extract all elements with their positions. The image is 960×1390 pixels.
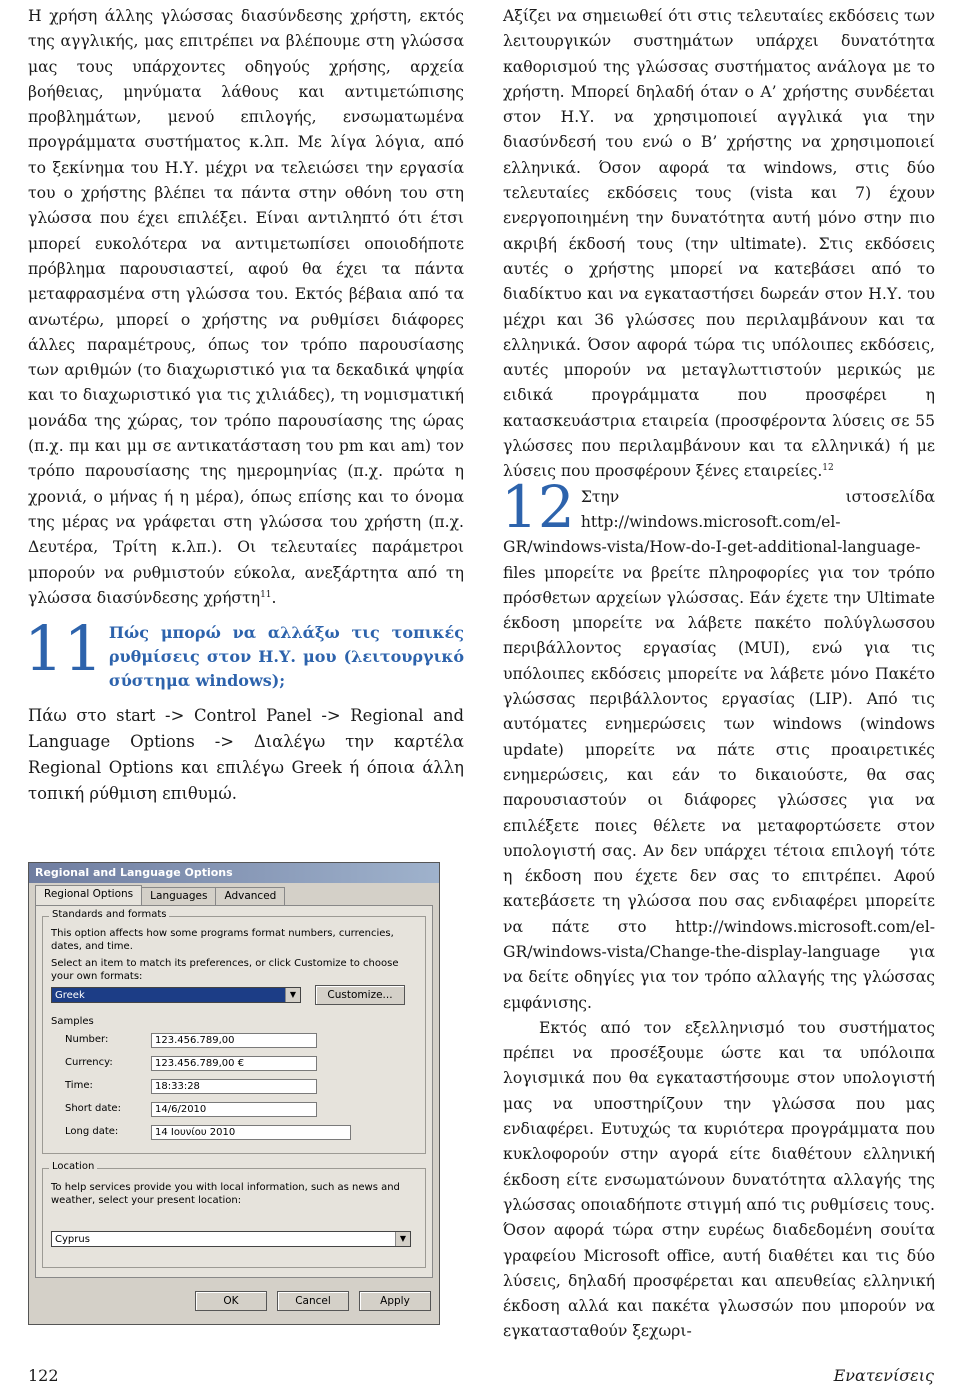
- paragraph: [503, 4, 935, 485]
- magazine-title: Ενατενίσεις: [833, 1366, 934, 1385]
- samples-label: Samples: [51, 1016, 94, 1027]
- paragraph-text: Η χρήση άλλης γλώσσας διασύνδεσης χρήστη, εκτός της αγγλικής, μας επιτρέπει να βλέπουμε στη γλώσσα μας τους υπάρχοντες οδηγούς χρήσης, αρχεία βοήθειας, μηνύματα λάθους και αντιμετώπισης προβλημάτων, μενού επιλογής, ενσωματωμένα προγράμματα συστήματος κ.λπ. Με λίγα λόγια, από το ξεκίνημα του Η.Υ. μέχρι να τελειώσει την εργασία του ο χρήστης βλέπει τα πάντα στην οθόνη του στη γλώσσα που έχει επιλέξει. Είναι αντιληπτό ότι έτσι μπορεί ευκολότερα να αντιμετωπίσει οποιοδήποτε πρόβλημα παρουσιαστεί, αφού θα έχει τα πάντα μεταφρασμένα στη γλώσσα του. Εκτός βέβαια από τα ανωτέρω, μπορεί ο χρήστης να ρυθμίσει διάφορες άλλες παραμέτρους, όπως τον τρόπο παρουσίασης των αριθμών (το διαχωριστικό για τα δεκαδικά ψηφία και το διαχωριστικό για τις χιλιάδες), τη νομισματική μονάδα της χώρας, τον τρόπο παρουσίασης της ώρας (π.χ. πμ και μμ σε αντικατάσταση του pm και am) τον τρόπο παρουσίασης της ημερομηνίας (π.χ. πρώτα η χρονιά, ο μήνας ή η μέρα), όπως επίσης και το όνομα της μέρας να γράφεται στη γλώσσα του χρήστη (π.χ. Δευτέρα, Τρίτη κ.λπ.). Οι τελευταίες παράμετροι μπορούν να ρυθμιστούν εύκολα, ανεξάρτητα από τη γλώσσα διασύνδεσης χρήστη: [28, 7, 464, 607]
- sample-label: Number:: [65, 1034, 109, 1045]
- heading-number: 11: [24, 612, 103, 686]
- heading-text: Πώς μπορώ να αλλάξω τις τοπικές ρυθμίσεις στον Η.Υ. μου (λειτουργικό σύστημα windows);: [108, 623, 464, 691]
- footnote-ref[interactable]: 11: [260, 589, 272, 600]
- sample-time-field: 18:33:28: [151, 1079, 317, 1094]
- standards-group-title: Standards and formats: [49, 909, 169, 920]
- sample-short-date-field: 14/6/2010: [151, 1102, 317, 1117]
- chevron-down-icon[interactable]: ▼: [395, 1232, 410, 1246]
- ok-button[interactable]: OK: [195, 1291, 267, 1311]
- instructions-paragraph: Πάω στο start -> Control Panel -> Regional and Language Options -> Διαλέγω την καρτέλα Regional Options και επιλέγω Greek ή όποια άλλη τοπική ρύθμιση επιθυμώ.: [28, 706, 464, 804]
- tab-regional-options[interactable]: Regional Options: [35, 885, 142, 905]
- paragraph: Εκτός από τον εξελληνισμό του συστήματος πρέπει να προσέξουμε ώστε και τα υπόλοιπα λογισμικά που θα εγκαταστήσουμε στον υπολογιστή μας να υποστηρίζουν την γλώσσα που μας ενδιαφέρει. Ευτυχώς τα κυριότερα προγράμματα που κυκλοφορούν στην αγορά είτε διαθέτουν ελληνική έκδοση είτε ενσωματώνουν δυνατότητα αλλαγής της γλώσσας οποιαδήποτε στιγμή από τις ρυθμίσεις τους. Όσον αφορά τώρα στην ευρέως διαδεδομένη σουίτα γραφείου Microsoft office, αυτή διαθέτει και τις δύο λύσεις, δηλαδή προσφέρεται και απευθείας ελληνική έκδοση αλλά και πακέτα γλωσσών που μπορούν να εγκατασταθούν ξεχωρι-: [503, 1018, 935, 1341]
- sample-number-field: 123.456.789,00: [151, 1033, 317, 1048]
- location-description: To help services provide you with local information, such as news and weather, select your present location:: [51, 1182, 400, 1206]
- location-group: [42, 1161, 426, 1268]
- tab-panel: [35, 905, 433, 1278]
- standards-group: [42, 909, 426, 1154]
- location-dropdown[interactable]: [51, 1231, 411, 1247]
- left-column: [24, 4, 464, 807]
- apply-button[interactable]: Apply: [359, 1291, 431, 1311]
- sample-label: Short date:: [65, 1103, 121, 1114]
- sample-label: Long date:: [65, 1126, 119, 1137]
- paragraph-text: Αξίζει να σημειωθεί ότι στις τελευταίες εκδόσεις των λειτουργικών συστημάτων υπάρχει δυνατότητα καθορισμού της γλώσσας συστήματος ανάλογα με το χρήστη. Μπορεί δηλαδή όταν ο Α’ χρήστης συνδέεται στον Η.Υ. να χρησιμοποιεί αγγλικά για την διασύνδεσή του ενώ ο Β’ χρήστης να χρησιμοποιεί ελληνικά. Όσον αφορά τα windows, στις δύο τελευταίες εκδόσεις τους (vista και 7) έχουν ενεργοποιημένη την δυνατότητα αυτή μόνο στην πιο ακριβή έκδοσή τους (την ultimate). Στις εκδόσεις αυτές ο χρήστης μπορεί να κατεβάσει από το διαδίκτυο και να εγκαταστήσει δωρεάν στον Η.Υ. του μέχρι και 36 γλώσσες που περιλαμβάνουν και τα ελληνικά. Όσον αφορά τώρα τις υπόλοιπες εκδόσεις, αυτές μπορούν να μεταγλωττιστούν μερικώς με ειδικά προγράμματα που προσφέρει η κατασκευάστρια εταιρεία (προσφέροντα λύσεις σε 55 γλώσσες που περιλαμβάνουν και τα ελληνικά) ή με λύσεις που προσφέρουν ξένες εταιρείες.: [503, 7, 935, 481]
- sample-label: Currency:: [65, 1057, 113, 1068]
- standards-description: This option affects how some programs format numbers, currencies, dates, and time.: [51, 928, 394, 952]
- select-instructions: Select an item to match its preferences, or click Customize to choose your own formats:: [51, 958, 399, 982]
- format-value: Greek: [55, 990, 85, 1001]
- footnote-ref[interactable]: 12: [822, 463, 834, 474]
- sample-long-date-field: 14 Ιουνίου 2010: [151, 1125, 351, 1140]
- cancel-button[interactable]: Cancel: [277, 1291, 349, 1311]
- sample-currency-field: 123.456.789,00 €: [151, 1056, 317, 1071]
- tab-languages[interactable]: Languages: [141, 887, 216, 905]
- right-column: [503, 4, 935, 1345]
- dialog-title: Regional and Language Options: [29, 863, 439, 883]
- page-number: 122: [28, 1366, 59, 1385]
- tab-advanced[interactable]: Advanced: [215, 887, 285, 905]
- footnote: [501, 472, 935, 1016]
- regional-options-dialog: [28, 862, 440, 1325]
- footnote-text: Στην ιστοσελίδα http://windows.microsoft.com/el-GR/windows-vista/How-do-I-get-additional-language-files μπορείτε να βρείτε πληροφορίες για τον τρόπο πρόσθετων αρχείων γλώσσας. Εάν έχετε την Ultimate έκδοση μπορείτε να λάβετε πακέτο πολύγλωσσου περιβάλλοντος εργασίας (MUI), ενώ για τις υπόλοιπες εκδόσεις μπορείτε να λάβετε μόνο Πακέτο γλώσσας περιβάλλοντος εργασίας (LIP). Από τις αυτόματες ενημερώσεις των windows (windows update) μπορείτε να πάτε στις προαιρετικές ενημερώσεις, και εάν το δικαιούστε, θα σας παρουσιαστούν οι διάφορες γλώσσες για να επιλέξετε ποιες θέλετε να μεταφορτώσετε στον υπολογιστή σας. Αν δεν υπάρχει τέτοια επιλογή τότε η έκδοση που έχετε δεν σας το επιτρέπει. Αφού κατεβάσετε τη γλώσσα που σας ενδιαφέρει μπορείτε να πάτε στο http://windows.microsoft.com/el-GR/windows-vista/Change-the-display-language για να δείτε οδηγίες για τον τρόπο αλλαγής της γλώσσας εμφάνισης.: [503, 487, 935, 1012]
- format-dropdown[interactable]: [51, 987, 301, 1003]
- tab-strip: [35, 887, 284, 905]
- customize-button[interactable]: Customize...: [315, 985, 405, 1005]
- footnote-number: 12: [501, 472, 575, 541]
- location-group-title: Location: [49, 1161, 97, 1172]
- chevron-down-icon[interactable]: ▼: [285, 988, 300, 1002]
- section-heading: [24, 612, 464, 693]
- location-value: Cyprus: [55, 1234, 90, 1245]
- sample-label: Time:: [65, 1080, 93, 1091]
- paragraph: Η χρήση άλλης γλώσσας διασύνδεσης χρήστη, εκτός της αγγλικής, μας επιτρέπει να βλέπουμε στη γλώσσα μας τους υπάρχοντες οδηγούς χρήσης, αρχεία βοήθειας, μηνύματα λάθους και αντιμετώπισης προβλημάτων, μενού επιλογής, ενσωματωμένα προγράμματα συστήματος κ.λπ. Με λίγα λόγια, από το ξεκίνημα του Η.Υ. μέχρι να τελειώσει την εργασία του ο χρήστης βλέπει τα πάντα στην οθόνη του στη γλώσσα που έχει επιλέξει. Είναι αντιληπτό ότι έτσι μπορεί ευκολότερα να αντιμετωπίσει οποιοδήποτε πρόβλημα παρουσιαστεί, αφού θα έχει τα πάντα μεταφρασμένα στη γλώσσα του. Εκτός βέβαια από τα ανωτέρω, μπορεί ο χρήστης να ρυθμίσει διάφορες άλλες παραμέτρους, όπως τον τρόπο παρουσίασης των αριθμών (το διαχωριστικό για τα δεκαδικά ψηφία και το διαχωριστικό για τις χιλιάδες), τη νομισματική μονάδα της χώρας, τον τρόπο παρουσίασης της ώρας (π.χ. πμ και μμ σε αντικατάσταση του pm και am) τον τρόπο παρουσίασης της ημερομηνίας (π.χ. πρώτα η χρονιά, ο μήνας ή η μέρα), όπως επίσης και το όνομα της μέρας να γράφεται στη γλώσσα του χρήστη (π.χ. Δευτέρα, Τρίτη κ.λπ.). Οι τελευταίες παράμετροι μπορούν να ρυθμιστούν εύκολα, ανεξάρτητα από τη γλώσσα διασύνδεσης χρήστη$^{11}$.: [28, 7, 464, 607]
